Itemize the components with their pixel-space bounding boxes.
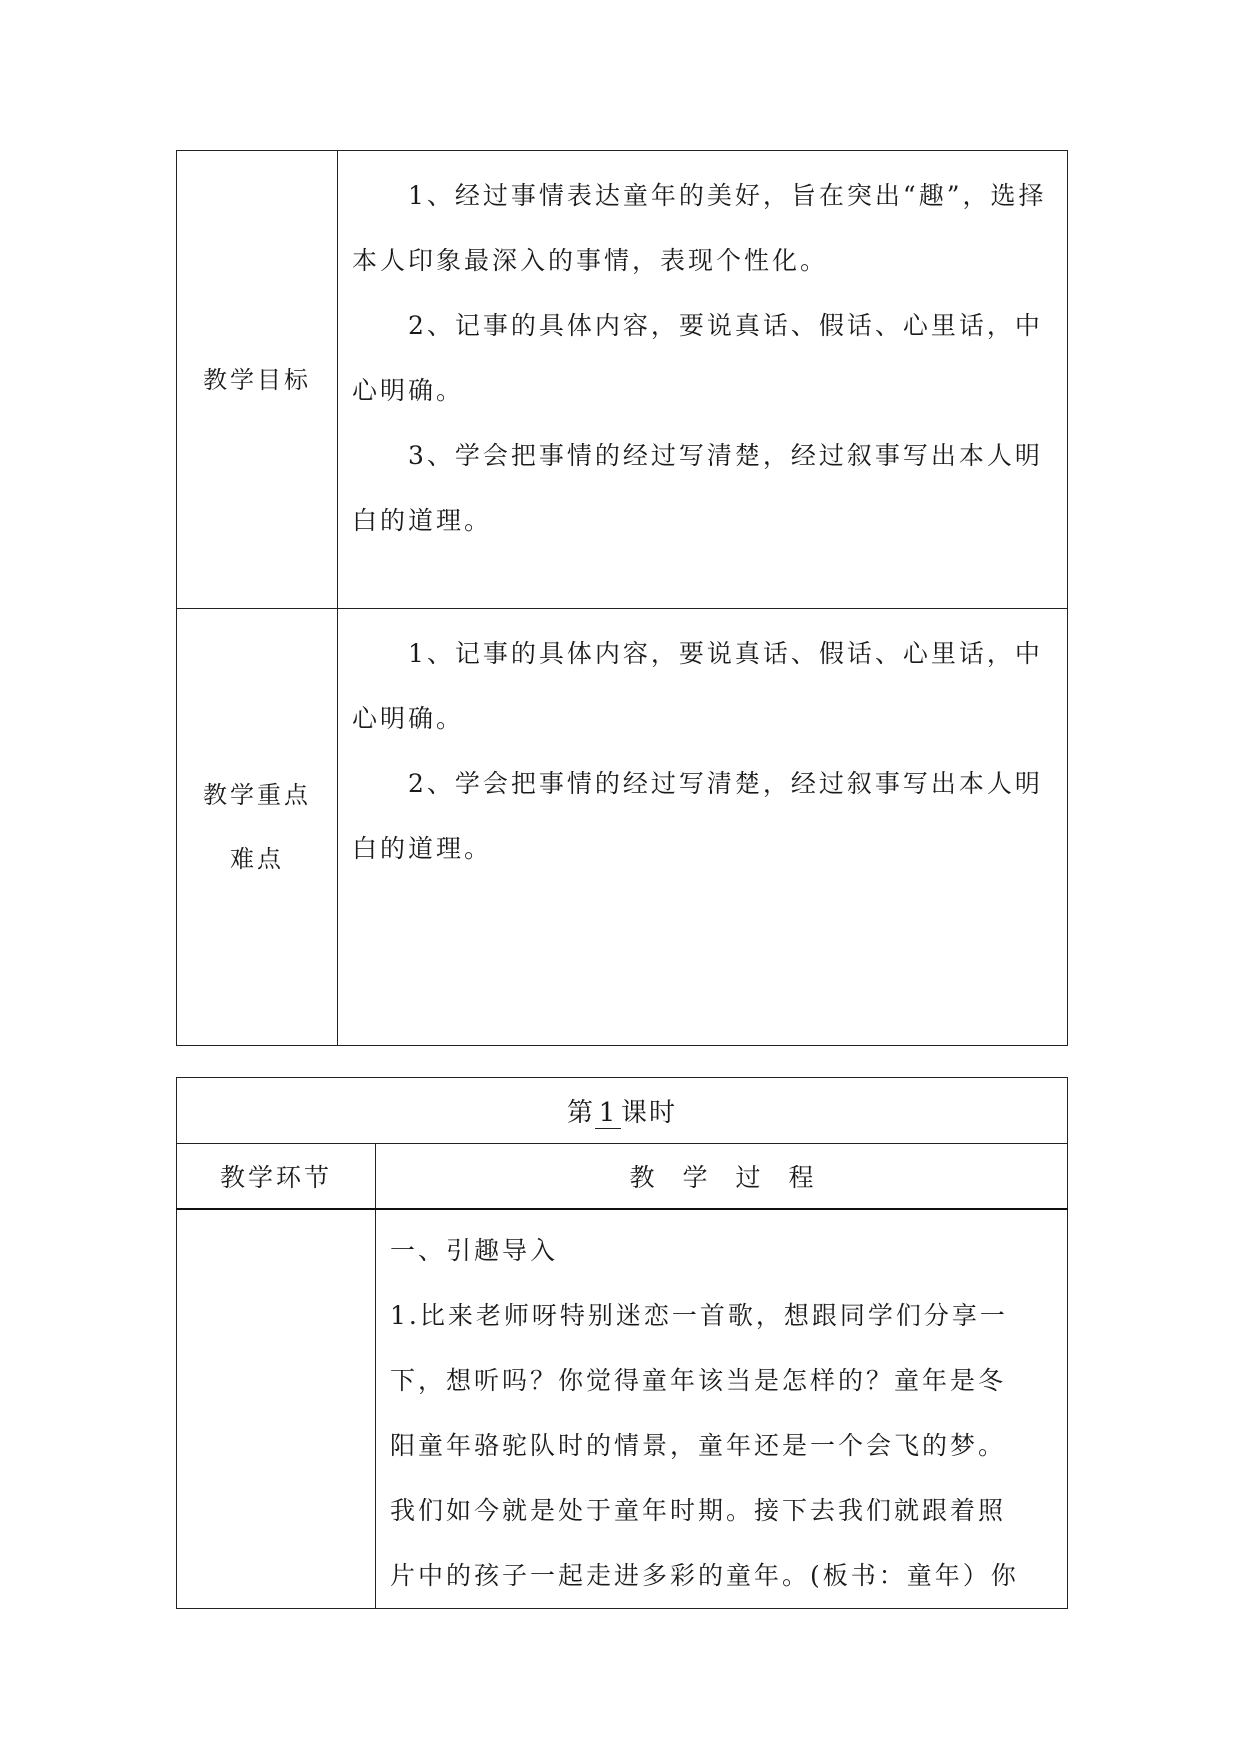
goal-paragraph-3: 3、学会把事情的经过写清楚，经过叙事写出本人明白的道理。: [352, 441, 1043, 535]
table-row: [177, 1209, 1068, 1609]
process-line: 下，想听吗？你觉得童年该当是怎样的？童年是冬: [390, 1366, 1007, 1395]
teaching-goals-content: [338, 151, 1068, 609]
key-points-content: [338, 609, 1068, 1046]
goal-paragraph-2: 2、记事的具体内容，要说真话、假话、心里话，中心明确。: [352, 311, 1043, 405]
row-label-line-2: 难点: [230, 845, 284, 873]
table-row: [177, 151, 1068, 609]
row-label-key-points: [177, 609, 338, 1046]
stage-cell: [177, 1209, 376, 1609]
process-line: 1.比来老师呀特别迷恋一首歌，想跟同学们分享一: [390, 1301, 1008, 1330]
column-header-process: [376, 1144, 1068, 1210]
lesson-number: 1: [595, 1098, 621, 1129]
goal-paragraph-1: 1、经过事情表达童年的美好，旨在突出“趣”，选择本人印象最深入的事情，表现个性化。: [352, 181, 1047, 275]
table-row: [177, 609, 1068, 1046]
row-label-text: 教学目标: [203, 365, 311, 394]
process-line: 片中的孩子一起走进多彩的童年。(板书：童年）你: [390, 1561, 1019, 1590]
process-cell: [376, 1209, 1068, 1609]
table-row: [177, 1144, 1068, 1210]
table-row: [177, 1078, 1068, 1144]
lesson-period-header: [177, 1078, 1068, 1144]
process-line: 阳童年骆驼队时的情景，童年还是一个会飞的梦。: [390, 1431, 1007, 1460]
column-header-stage-label: 教学环节: [219, 1163, 332, 1192]
key-point-paragraph-2: 2、学会把事情的经过写清楚，经过叙事写出本人明白的道理。: [352, 769, 1043, 863]
lesson-header-suffix: 课时: [621, 1098, 678, 1128]
row-label-line-1: 教学重点: [203, 781, 311, 809]
row-label-teaching-goals: [177, 151, 338, 609]
column-header-stage: [177, 1144, 376, 1210]
lesson-header-prefix: 第: [566, 1098, 595, 1128]
process-line: 一、引趣导入: [390, 1236, 559, 1265]
process-line: 我们如今就是处于童年时期。接下去我们就跟着照: [390, 1496, 1007, 1525]
column-header-process-label: 教学过程: [629, 1163, 842, 1192]
lesson-process-table: [176, 1077, 1068, 1609]
teaching-goals-table: [176, 150, 1068, 1046]
key-point-paragraph-1: 1、记事的具体内容，要说真话、假话、心里话，中心明确。: [352, 639, 1043, 733]
